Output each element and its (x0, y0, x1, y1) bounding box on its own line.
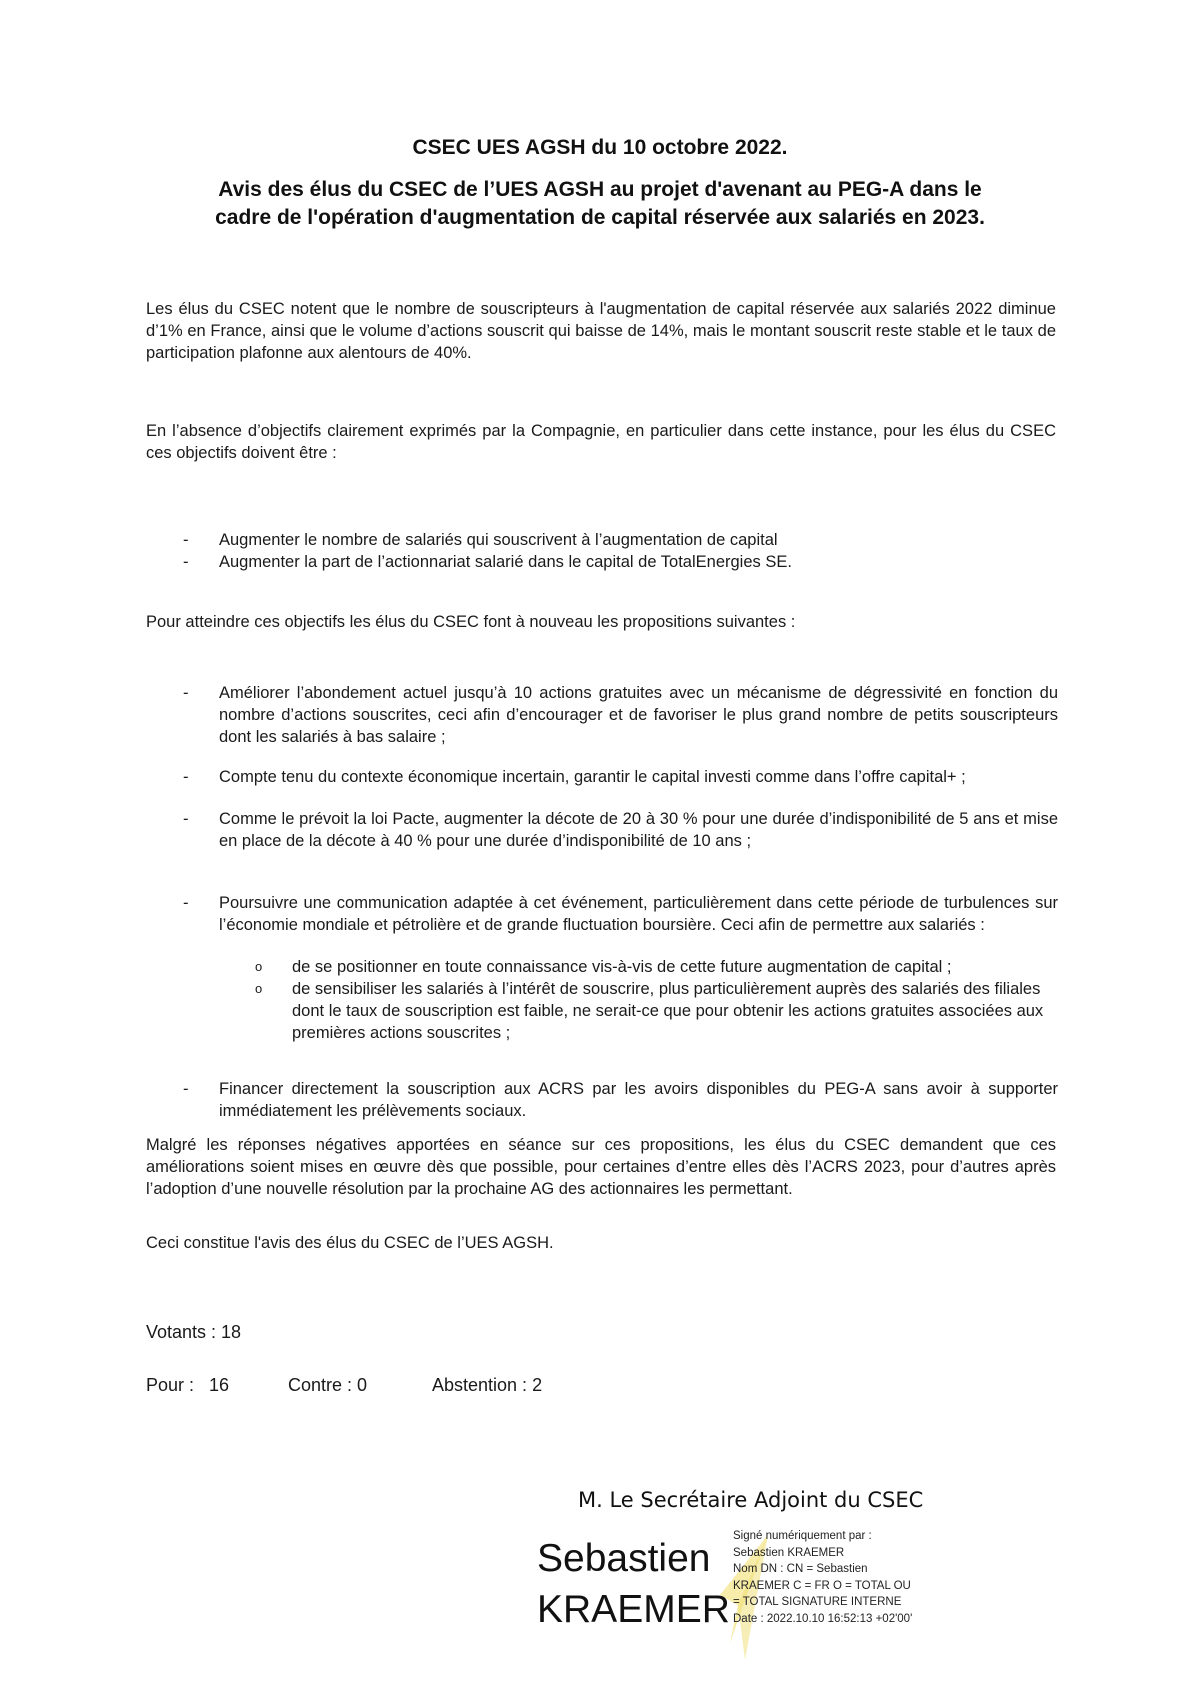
vote-votants: Votants : 18 (146, 1322, 242, 1342)
digital-signature-details: Signé numériquement par : Sebastien KRAEMER Nom DN : CN = Sebastien KRAEMER C = FR O = TOTAL OU = TOTAL SIGNATURE INTERNE Date : 2022.10.10 16:52:13 +02'00' (733, 1528, 912, 1627)
circle-bullet-icon: o (255, 959, 263, 974)
vote-contre: Contre : 0 (288, 1375, 368, 1395)
dash-bullet-icon: - (183, 894, 189, 912)
signatory-role: M. Le Secrétaire Adjoint du CSEC (578, 1488, 924, 1512)
paragraph-conclusion: Ceci constitue l'avis des élus du CSEC de l’UES AGSH. (146, 1234, 554, 1252)
proposal-item: - Améliorer l’abondement actuel jusqu’à 10 actions gratuites avec un mécanisme de dégressivité en fonction du nombre d’actions souscrites, ceci afin d’encourager et de favoriser le plus grand nombre de petits souscripteurs dont les salariés à bas salaire ; (183, 684, 1058, 746)
subtitle-line-2: cadre de l'opération d'augmentation de capital réservée aux salariés en 2023. (215, 206, 985, 229)
dash-bullet-icon: - (183, 684, 189, 702)
vote-pour: Pour : 16 (146, 1375, 230, 1395)
paragraph-objectives-intro: En l’absence d’objectifs clairement exprimés par la Compagnie, en particulier dans cette instance, pour les élus du CSEC ces objectifs doivent être : (146, 422, 1056, 462)
dash-bullet-icon: - (183, 810, 189, 828)
circle-bullet-icon: o (255, 981, 263, 996)
sub-proposal-item: o de se positionner en toute connaissance vis-à-vis de cette future augmentation de capital ; (255, 958, 952, 976)
signature-first-name: Sebastien (537, 1537, 711, 1580)
proposal-item: - Compte tenu du contexte économique incertain, garantir le capital investi comme dans l’offre capital+ ; (183, 768, 966, 786)
signature-date: Date : 2022.10.10 16:52:13 +02'00' (733, 1612, 913, 1625)
proposal-item: - Poursuivre une communication adaptée à cet événement, particulièrement dans cette période de turbulences sur l’économie mondiale et pétrolière et de grande fluctuation boursière. Ceci afin de permettre aux salariés : (183, 894, 1058, 934)
proposal-item: - Financer directement la souscription aux ACRS par les avoirs disponibles du PEG-A sans avoir à supporter immédiatement les prélèvements sociaux. (183, 1080, 1058, 1120)
document-subtitle (170, 176, 1030, 232)
vote-abstention: Abstention : 2 (432, 1375, 543, 1395)
proposal-item: - Comme le prévoit la loi Pacte, augmenter la décote de 20 à 30 % pour une durée d’indisponibilité de 5 ans et mise en place de la décote à 40 % pour une durée d’indisponibilité de 10 ans ; (183, 810, 1058, 850)
dash-bullet-icon: - (183, 531, 189, 549)
signature-last-name: KRAEMER (537, 1588, 730, 1631)
paragraph-proposals-intro: Pour atteindre ces objectifs les élus du CSEC font à nouveau les propositions suivantes : (146, 613, 796, 631)
paragraph-stats: Les élus du CSEC notent que le nombre de souscripteurs à l'augmentation de capital réservée aux salariés 2022 diminue d’1% en France, ainsi que le volume d’actions souscrit qui baisse de 14%, mais le montant souscrit reste stable et le taux de participation plafonne aux alentours de 40%. (146, 300, 1056, 362)
document-title: CSEC UES AGSH du 10 octobre 2022. (412, 136, 788, 159)
dash-bullet-icon: - (183, 768, 189, 786)
dash-bullet-icon: - (183, 1080, 189, 1098)
sub-proposal-item: o de sensibiliser les salariés à l’intérêt de souscrire, plus particulièrement auprès des salariés des filiales dont le taux de souscription est faible, ne serait-ce que pour obtenir les actions gratuites associées aux premières actions souscrites ; (255, 980, 1044, 1042)
paragraph-demands: Malgré les réponses négatives apportées en séance sur ces propositions, les élus du CSEC demandent que ces améliorations soient mises en œuvre dès que possible, pour certaines d’entre elles dès l’ACRS 2023, pour d’autres après l’adoption d’une nouvelle résolution par la prochaine AG des actionnaires les permettant. (146, 1136, 1056, 1198)
objective-item: - Augmenter le nombre de salariés qui souscrivent à l’augmentation de capital (183, 531, 778, 549)
objective-item: - Augmenter la part de l’actionnariat salarié dans le capital de TotalEnergies SE. (183, 553, 792, 571)
subtitle-line-1: Avis des élus du CSEC de l’UES AGSH au projet d'avenant au PEG-A dans le (218, 178, 982, 201)
dash-bullet-icon: - (183, 553, 189, 571)
